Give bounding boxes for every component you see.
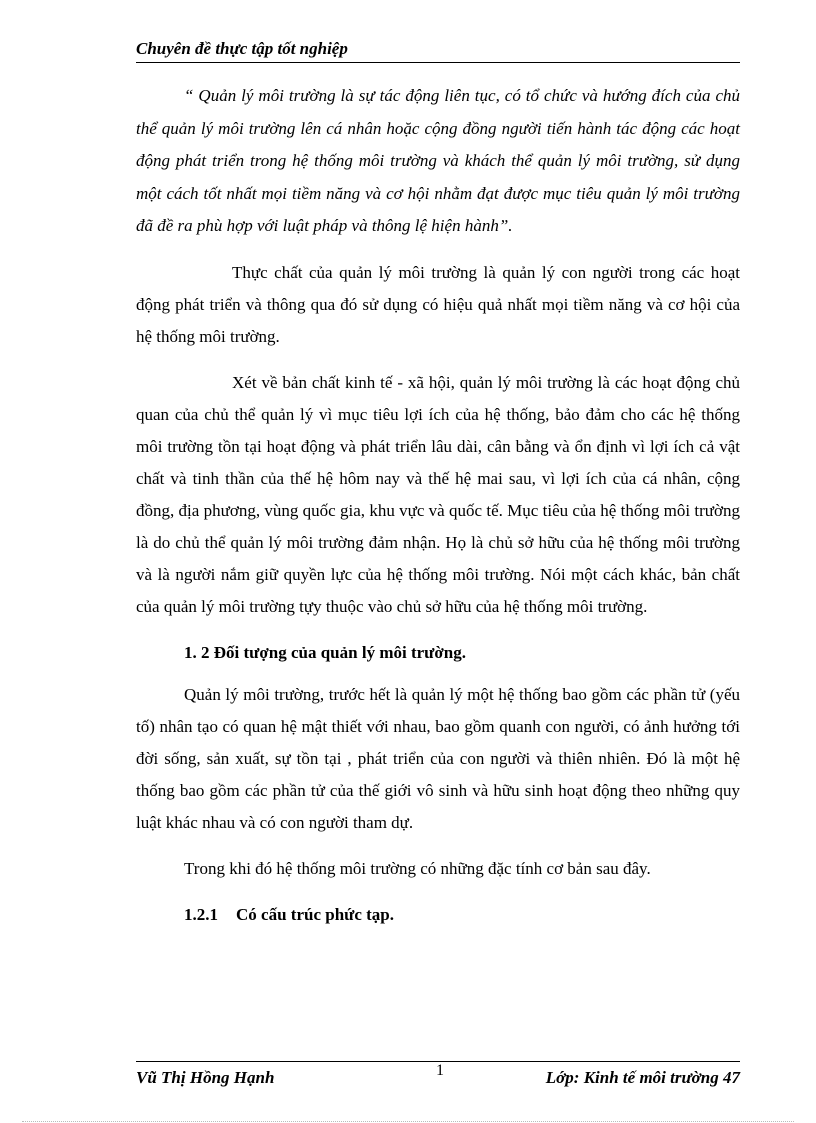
- page-footer: [136, 1061, 740, 1096]
- quote-paragraph: “ Quản lý môi trường là sự tác động liên tục, có tổ chức và hướng đích của chủ thể quản lý môi trường lên cá nhân hoặc cộng đồng người tiến hành tác động các hoạt động phát triển trong hệ thống môi trường và khách thể quản lý môi trường, sử dụng một cách tốt nhất mọi tiềm năng và cơ hội nhằm đạt được mục tiêu quản lý môi trường đã đề ra phù hợp với luật pháp và thông lệ hiện hành”.: [136, 86, 740, 236]
- paragraph-essence: Thực chất của quản lý môi trường là quản lý con người trong các hoạt động phát triển và thông qua đó sử dụng có hiệu quả nhất mọi tiềm năng và cơ hội của hệ thống môi trường.: [136, 262, 740, 346]
- page-header: [136, 38, 740, 63]
- paragraph-socioeconomic: Xét về bản chất kinh tế - xã hội, quản lý môi trường là các hoạt động chủ quan của chủ thể quản lý vì mục tiêu lợi ích của hệ thống, bảo đảm cho các hệ thống môi trường tồn tại hoạt động và phát triển lâu dài, cân bằng và ổn định vì lợi ích cả vật chất và tinh thần của thế hệ hôm nay và thế hệ mai sau, vì lợi ích của cá nhân, cộng đồng, địa phương, vùng quốc gia, khu vực và quốc tế. Mục tiêu của hệ thống môi trường là do chủ thể quản lý môi trường đảm nhận. Họ là chủ sở hữu của hệ thống môi trường và là người nắm giữ quyền lực của hệ thống môi trường. Nói một cách khác, bản chất của quản lý môi trường tựy thuộc vào chủ sở hữu của hệ thống môi trường.: [136, 372, 740, 616]
- section-heading-1-2: 1. 2 Đối tượng của quản lý môi trường.: [184, 642, 466, 662]
- page-bottom-divider: [22, 1121, 794, 1122]
- footer-author: Vũ Thị Hồng Hạnh: [136, 1068, 275, 1087]
- page-number: 1: [436, 1062, 444, 1079]
- heading-number: 1.2.1: [184, 904, 218, 924]
- footer-class: Lớp: Kinh tế môi trường 47: [545, 1068, 740, 1087]
- section-heading-1-2-1: [136, 899, 740, 931]
- heading-text: Có cấu trúc phức tạp.: [236, 904, 395, 924]
- paragraph-object: Quản lý môi trường, trước hết là quản lý một hệ thống bao gồm các phần tử (yếu tố) nhân tạo có quan hệ mật thiết với nhau, bao gồm quanh con người, có ảnh hưởng tới đời sống, sản xuất, sự tồn tại , phát triển của con người và thiên nhiên. Đó là một hệ thống bao gồm các phần tử của thế giới vô sinh và hữu sinh hoạt động theo những quy luật khác nhau và có con người tham dự.: [136, 684, 740, 832]
- header-title: Chuyên đề thực tập tốt nghiệp: [136, 39, 348, 58]
- paragraph-characteristics: Trong khi đó hệ thống môi trường có những đặc tính cơ bản sau đây.: [184, 858, 651, 878]
- document-body: [136, 80, 740, 941]
